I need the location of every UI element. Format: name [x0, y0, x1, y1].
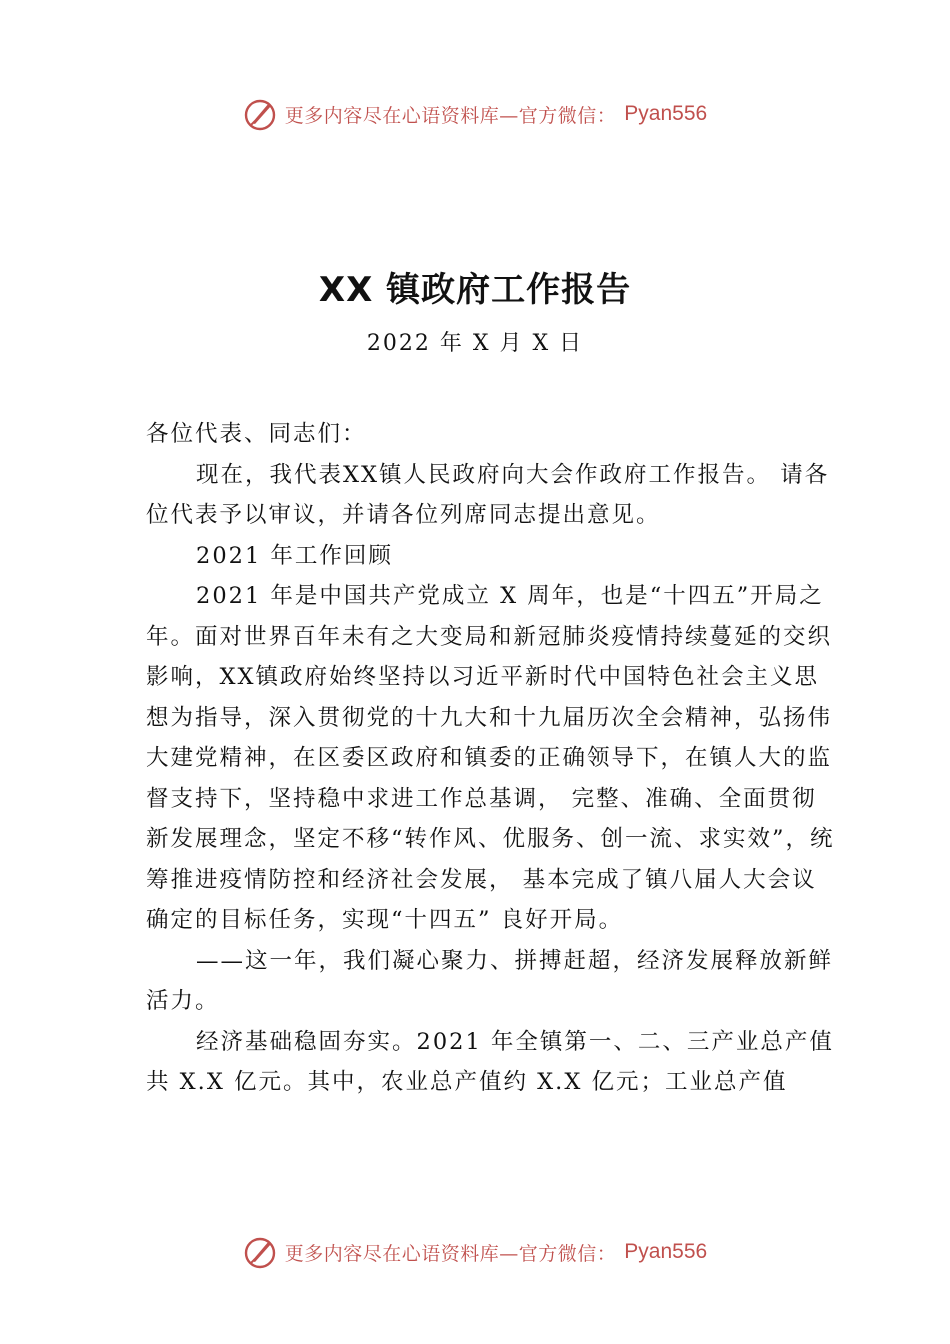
document-date: 2022 年 X 月 X 日: [366, 331, 584, 356]
quill-logo-icon: [243, 1235, 277, 1269]
paragraph: 2021 年是中国共产党成立 X 周年，也是“十四五”开局之年。面对世界百年未有之大变局和新冠肺炎疫情持续蔓延的交织影响，XX镇政府始终坚持以习近平新时代中国特色社会主义思想为指导，深入贯彻党的十九大和十九届历次全会精神，弘扬伟大建党精神，在区委区政府和镇委的正确领导下，在镇人大的监督支持下，坚持稳中求进工作总基调， 完整、准确、全面贯彻新发展理念，坚定不移“转作风、优服务、创一流、求实效”，统筹推进疫情防控和经济社会发展， 基本完成了镇八届人大会议确定的目标任务，实现“十四五” 良好开局。: [146, 583, 835, 933]
quill-logo-icon: [243, 97, 277, 131]
banner-text: 更多内容尽在心语资料库—官方微信：: [284, 104, 617, 127]
banner-wechat-id: Pyan556: [624, 102, 708, 125]
header-watermark-banner: [0, 94, 950, 134]
section-heading: 2021 年工作回顾: [196, 542, 393, 569]
salutation: 各位代表、同志们：: [146, 421, 367, 447]
paragraph: ——这一年，我们凝心聚力、拼搏赶超，经济发展释放新鲜活力。: [146, 947, 834, 1014]
paragraph: 经济基础稳固夯实。2021 年全镇第一、二、三产业总产值共 X.X 亿元。其中，农业总产值约 X.X 亿元；工业总产值: [146, 1028, 834, 1095]
banner-text: 更多内容尽在心语资料库—官方微信：: [284, 1242, 617, 1265]
document-title: XX 镇政府工作报告: [318, 270, 632, 310]
footer-watermark-banner: [0, 1232, 950, 1272]
document-body: [146, 414, 836, 1103]
banner-wechat-id: Pyan556: [624, 1240, 708, 1263]
paragraph: 现在，我代表XX镇人民政府向大会作政府工作报告。 请各位代表予以审议，并请各位列席同志提出意见。: [146, 461, 830, 528]
